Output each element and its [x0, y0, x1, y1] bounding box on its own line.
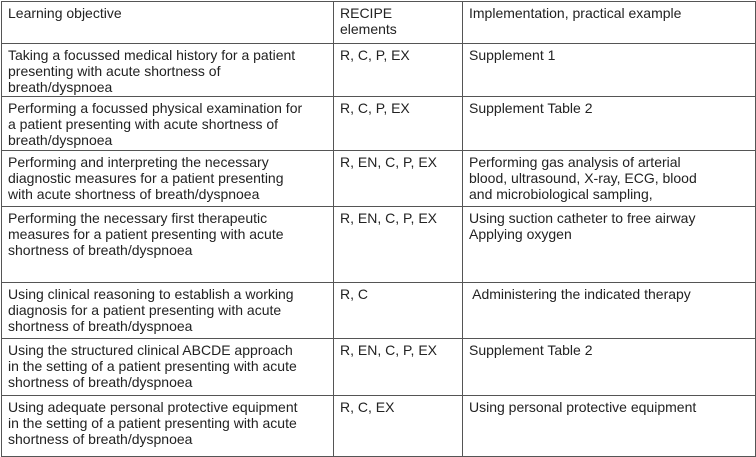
objective-cell: Performing a focussed physical examination for a patient presenting with acute shortness of breath/dyspnoea — [2, 97, 334, 151]
implementation-cell: Supplement Table 2 — [463, 339, 756, 396]
implementation-cell: Using suction catheter to free airway Applying oxygen — [463, 207, 756, 283]
objective-cell: Using the structured clinical ABCDE approach in the setting of a patient presenting with acute shortness of breath/dyspnoea — [2, 339, 334, 396]
recipe-cell: R, C, P, EX — [334, 44, 463, 97]
recipe-cell: R, C, P, EX — [334, 97, 463, 151]
objective-cell: Using adequate personal protective equipment in the setting of a patient presenting with acute shortness of breath/dyspnoea — [2, 396, 334, 457]
table-header-row — [2, 2, 756, 44]
implementation-cell: Performing gas analysis of arterial blood, ultrasound, X-ray, ECG, blood and microbiological sampling, — [463, 151, 756, 207]
recipe-cell: R, EN, C, P, EX — [334, 339, 463, 396]
table-row — [2, 283, 756, 339]
objective-cell: Taking a focussed medical history for a patient presenting with acute shortness of breath/dyspnoea — [2, 44, 334, 97]
objective-cell: Performing the necessary first therapeutic measures for a patient presenting with acute shortness of breath/dyspnoea — [2, 207, 334, 283]
objective-cell: Using clinical reasoning to establish a working diagnosis for a patient presenting with acute shortness of breath/dyspnoea — [2, 283, 334, 339]
learning-objectives-table — [1, 1, 756, 457]
table-row — [2, 339, 756, 396]
table-row — [2, 44, 756, 97]
table-row — [2, 151, 756, 207]
implementation-cell: Supplement 1 — [463, 44, 756, 97]
objective-cell: Performing and interpreting the necessary diagnostic measures for a patient presenting with acute shortness of breath/dyspnoea — [2, 151, 334, 207]
header-implementation: Implementation, practical example — [463, 2, 756, 44]
recipe-cell: R, EN, C, P, EX — [334, 207, 463, 283]
implementation-cell: Administering the indicated therapy — [463, 283, 756, 339]
table-row — [2, 97, 756, 151]
header-recipe-elements: RECIPE elements — [334, 2, 463, 44]
table-row — [2, 207, 756, 283]
implementation-cell: Using personal protective equipment — [463, 396, 756, 457]
implementation-cell: Supplement Table 2 — [463, 97, 756, 151]
header-learning-objective: Learning objective — [2, 2, 334, 44]
recipe-cell: R, EN, C, P, EX — [334, 151, 463, 207]
table-row — [2, 396, 756, 457]
recipe-cell: R, C — [334, 283, 463, 339]
recipe-cell: R, C, EX — [334, 396, 463, 457]
